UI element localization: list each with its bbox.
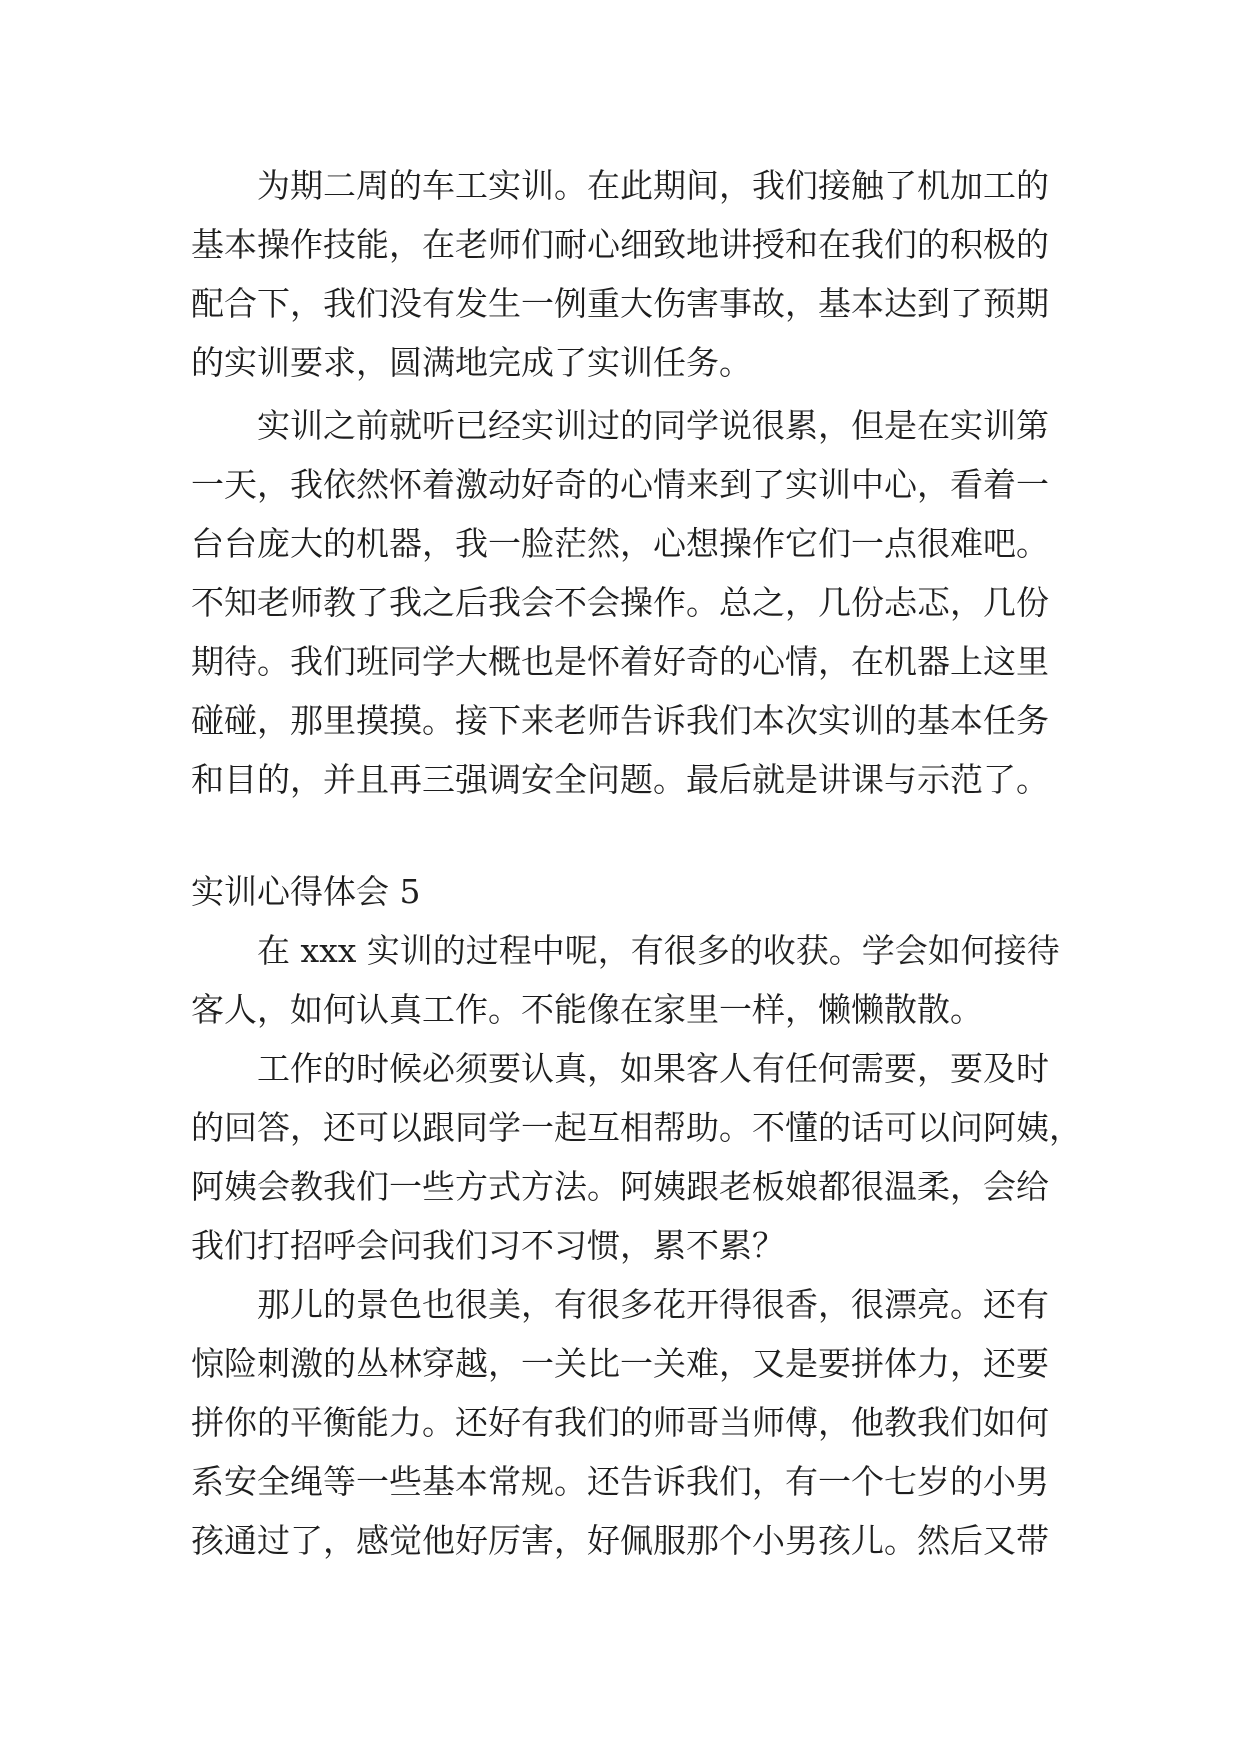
heading-text: 实训心得体会 5	[191, 872, 421, 911]
paragraph	[191, 921, 1151, 1039]
text-line: 碰碰，那里摸摸。接下来老师告诉我们本次实训的基本任务	[191, 701, 1049, 740]
paragraph	[191, 156, 1151, 392]
text-line: 基本操作技能，在老师们耐心细致地讲授和在我们的积极的	[191, 225, 1049, 264]
text-line: 拼你的平衡能力。还好有我们的师哥当师傅，他教我们如何	[191, 1403, 1049, 1442]
text-line: 实训之前就听已经实训过的同学说很累，但是在实训第	[257, 406, 1049, 445]
text-line: 台台庞大的机器，我一脸茫然，心想操作它们一点很难吧。	[191, 524, 1049, 563]
paragraph	[191, 396, 1151, 809]
text-line: 的回答，还可以跟同学一起互相帮助。不懂的话可以问阿姨，	[191, 1108, 1082, 1147]
text-line: 惊险刺激的丛林穿越，一关比一关难，又是要拼体力，还要	[191, 1344, 1049, 1383]
text-line: 在 xxx 实训的过程中呢，有很多的收获。学会如何接待	[257, 931, 1060, 970]
text-line: 工作的时候必须要认真，如果客人有任何需要，要及时	[257, 1049, 1049, 1088]
text-line: 孩通过了，感觉他好厉害，好佩服那个小男孩儿。然后又带	[191, 1521, 1049, 1560]
text-line: 为期二周的车工实训。在此期间，我们接触了机加工的	[257, 166, 1049, 205]
text-line: 阿姨会教我们一些方式方法。阿姨跟老板娘都很温柔，会给	[191, 1167, 1049, 1206]
section-heading	[191, 862, 1151, 921]
text-line: 客人，如何认真工作。不能像在家里一样，懒懒散散。	[191, 990, 983, 1029]
text-line: 那儿的景色也很美，有很多花开得很香，很漂亮。还有	[257, 1285, 1049, 1324]
text-line: 我们打招呼会问我们习不习惯，累不累？	[191, 1226, 785, 1265]
text-line: 和目的，并且再三强调安全问题。最后就是讲课与示范了。	[191, 760, 1049, 799]
text-line: 一天，我依然怀着激动好奇的心情来到了实训中心，看着一	[191, 465, 1049, 504]
text-line: 期待。我们班同学大概也是怀着好奇的心情，在机器上这里	[191, 642, 1049, 681]
text-line: 配合下，我们没有发生一例重大伤害事故，基本达到了预期	[191, 284, 1049, 323]
text-line: 不知老师教了我之后我会不会操作。总之，几份忐忑，几份	[191, 583, 1049, 622]
paragraph	[191, 1039, 1151, 1275]
text-line: 的实训要求，圆满地完成了实训任务。	[191, 343, 752, 382]
paragraph	[191, 1275, 1151, 1570]
text-line: 系安全绳等一些基本常规。还告诉我们，有一个七岁的小男	[191, 1462, 1049, 1501]
